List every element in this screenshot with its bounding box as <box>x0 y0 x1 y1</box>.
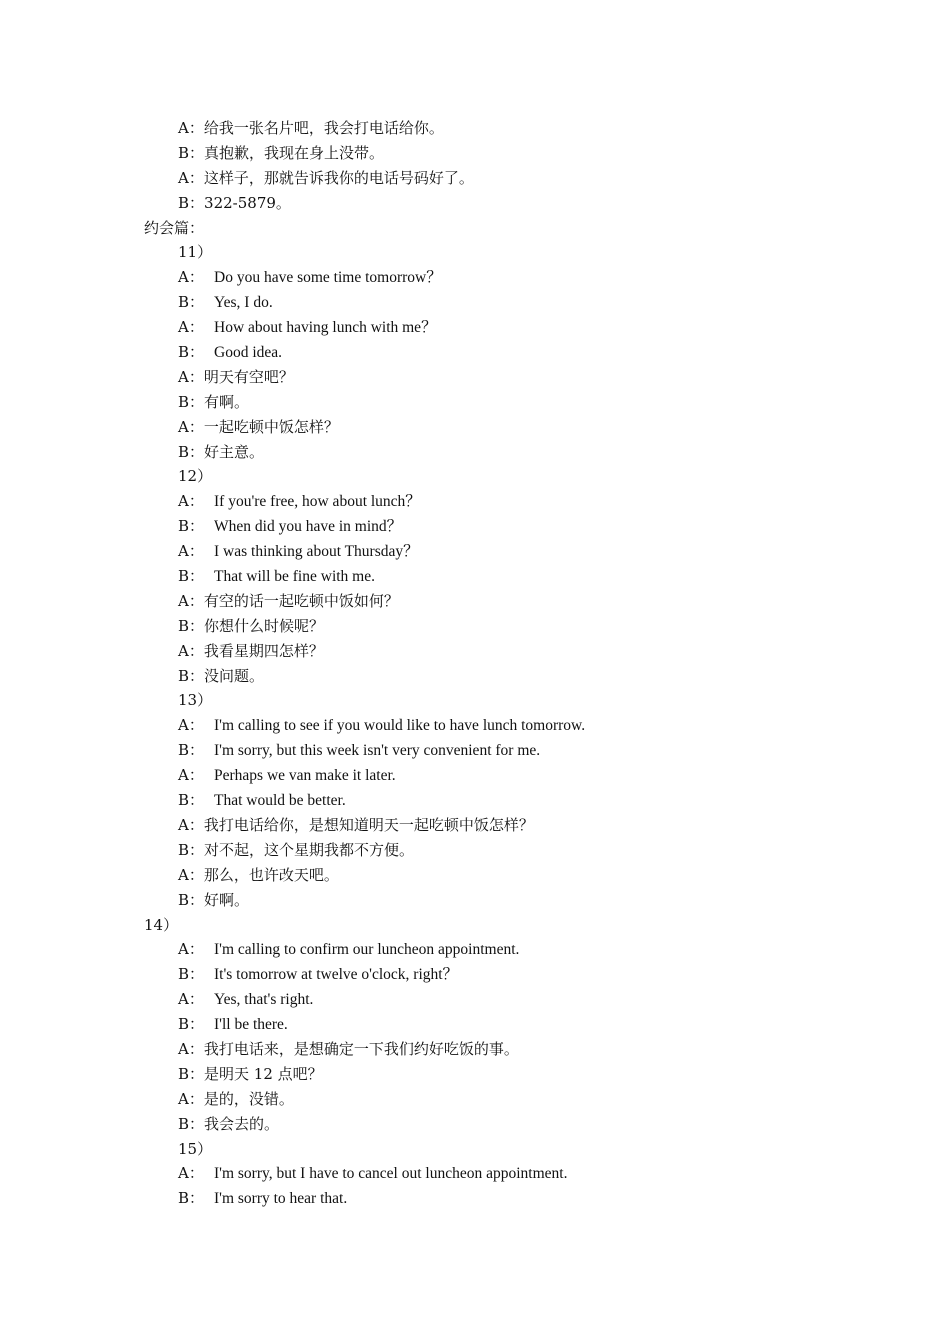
line-text: 这样子，那就告诉我你的电话号码好了。 <box>203 168 474 187</box>
line-text: 好主意。 <box>204 442 265 461</box>
line-text: 15） <box>178 1139 213 1158</box>
speaker-label: B： <box>178 517 205 536</box>
line-text: Good idea. <box>214 344 283 362</box>
speaker-label: B： <box>178 143 205 162</box>
speaker-label: A： <box>178 492 204 511</box>
dialogue-line <box>0 763 950 788</box>
speaker-label: B： <box>178 293 205 312</box>
speaker-label: A： <box>178 168 204 187</box>
line-text: 没问题。 <box>204 666 265 685</box>
line-text: 有啊。 <box>204 392 250 411</box>
line-text: 好啊。 <box>204 890 250 909</box>
line-text: Yes, I do. <box>214 294 273 312</box>
speaker-label: A： <box>178 641 204 660</box>
speaker-label: B： <box>178 890 205 909</box>
dialogue-line <box>0 365 950 390</box>
document-page <box>0 116 950 1211</box>
speaker-label: A： <box>178 815 204 834</box>
line-text: 你想什么时候呢？ <box>204 616 325 635</box>
speaker-label: A： <box>178 417 204 436</box>
line-text: 约会篇： <box>144 218 205 237</box>
speaker-label: B： <box>178 343 205 362</box>
line-text: 明天有空吧？ <box>203 367 294 386</box>
speaker-label: B： <box>178 965 205 984</box>
dialogue-line <box>0 813 950 838</box>
line-text: If you're free, how about lunch？ <box>214 493 421 511</box>
line-text: When did you have in mind？ <box>214 518 403 536</box>
dialogue-line <box>0 639 950 664</box>
dialogue-line <box>0 390 950 415</box>
speaker-label: B： <box>178 392 205 411</box>
line-text: I'm calling to confirm our luncheon appointment. <box>214 941 520 959</box>
dialogue-line <box>0 713 950 738</box>
speaker-label: B： <box>178 791 205 810</box>
dialogue-line <box>0 489 950 514</box>
speaker-label: B： <box>178 840 205 859</box>
line-text: 是的，没错。 <box>203 1089 294 1108</box>
dialogue-line <box>0 265 950 290</box>
line-text: 我会去的。 <box>204 1114 280 1133</box>
line-text: I was thinking about Thursday？ <box>214 543 419 561</box>
line-text: Perhaps we van make it later. <box>214 767 396 785</box>
line-text: 给我一张名片吧，我会打电话给你。 <box>203 119 444 137</box>
dialogue-number <box>0 464 950 489</box>
speaker-label: B： <box>178 1064 205 1083</box>
speaker-label: A： <box>178 865 204 884</box>
dialogue-line <box>0 589 950 614</box>
dialogue-line <box>0 962 950 987</box>
dialogue-line <box>0 116 950 141</box>
dialogue-line <box>0 1161 950 1186</box>
line-text: 我看星期四怎样？ <box>203 641 324 660</box>
dialogue-line <box>0 1037 950 1062</box>
dialogue-line <box>0 788 950 813</box>
speaker-label: B： <box>178 193 205 212</box>
dialogue-line <box>0 987 950 1012</box>
line-text: 那么，也许改天吧。 <box>203 865 339 884</box>
dialogue-number <box>0 1137 950 1162</box>
line-text: I'm sorry, but I have to cancel out luncheon appointment. <box>214 1165 568 1183</box>
line-text: 对不起，这个星期我都不方便。 <box>204 840 415 859</box>
speaker-label: A： <box>178 367 204 386</box>
speaker-label: B： <box>178 741 205 760</box>
speaker-label: B： <box>178 442 205 461</box>
dialogue-number <box>0 913 950 938</box>
section-heading <box>0 216 950 241</box>
dialogue-line <box>0 191 950 216</box>
line-text: 是明天 12 点吧？ <box>204 1064 323 1083</box>
line-text: How about having lunch with me？ <box>214 319 437 337</box>
dialogue-line <box>0 664 950 689</box>
speaker-label: B： <box>178 616 205 635</box>
speaker-label: A： <box>178 766 204 785</box>
dialogue-line <box>0 166 950 191</box>
line-text: 我打电话给你，是想知道明天一起吃顿中饭怎样？ <box>203 815 534 834</box>
speaker-label: B： <box>178 666 205 685</box>
speaker-label: A： <box>178 119 204 137</box>
line-text: I'm sorry, but this week isn't very convenient for me. <box>214 742 541 760</box>
line-text: I'm calling to see if you would like to have lunch tomorrow. <box>214 717 586 735</box>
speaker-label: B： <box>178 1114 205 1133</box>
line-text: That would be better. <box>214 792 346 810</box>
dialogue-line <box>0 738 950 763</box>
line-text: 13） <box>178 691 213 710</box>
line-text: I'll be there. <box>214 1016 288 1034</box>
dialogue-line <box>0 863 950 888</box>
dialogue-line <box>0 1112 950 1137</box>
line-text: 一起吃顿中饭怎样？ <box>203 417 339 436</box>
speaker-label: A： <box>178 990 204 1009</box>
speaker-label: A： <box>178 1089 204 1108</box>
dialogue-line <box>0 614 950 639</box>
dialogue-number <box>0 240 950 265</box>
speaker-label: A： <box>178 716 204 735</box>
line-text: 14） <box>144 915 179 934</box>
dialogue-line <box>0 415 950 440</box>
line-text: 11） <box>178 243 213 262</box>
speaker-label: A： <box>178 268 204 287</box>
speaker-label: A： <box>178 1164 204 1183</box>
dialogue-line <box>0 937 950 962</box>
line-text: 我打电话来，是想确定一下我们约好吃饭的事。 <box>203 1039 519 1058</box>
dialogue-line <box>0 888 950 913</box>
dialogue-line <box>0 290 950 315</box>
speaker-label: A： <box>178 318 204 337</box>
speaker-label: A： <box>178 940 204 959</box>
dialogue-line <box>0 1012 950 1037</box>
speaker-label: B： <box>178 1189 205 1208</box>
speaker-label: A： <box>178 542 204 561</box>
dialogue-line <box>0 539 950 564</box>
line-text: 有空的话一起吃顿中饭如何？ <box>203 591 399 610</box>
dialogue-line <box>0 315 950 340</box>
line-text: It's tomorrow at twelve o'clock, right？ <box>214 966 459 984</box>
line-text: Do you have some time tomorrow？ <box>214 269 442 287</box>
dialogue-line <box>0 1186 950 1211</box>
dialogue-line <box>0 141 950 166</box>
line-text: Yes, that's right. <box>214 991 314 1009</box>
speaker-label: B： <box>178 1015 205 1034</box>
dialogue-line <box>0 440 950 465</box>
line-text: That will be fine with me. <box>214 568 375 586</box>
line-text: 322-5879。 <box>204 193 291 212</box>
dialogue-line <box>0 1062 950 1087</box>
line-text: 真抱歉，我现在身上没带。 <box>204 143 385 162</box>
speaker-label: B： <box>178 567 205 586</box>
speaker-label: A： <box>178 1039 204 1058</box>
dialogue-number <box>0 688 950 713</box>
line-text: I'm sorry to hear that. <box>214 1190 348 1208</box>
dialogue-line <box>0 340 950 365</box>
dialogue-line <box>0 1087 950 1112</box>
speaker-label: A： <box>178 591 204 610</box>
dialogue-line <box>0 564 950 589</box>
line-text: 12） <box>178 467 213 486</box>
dialogue-line <box>0 838 950 863</box>
dialogue-line <box>0 514 950 539</box>
